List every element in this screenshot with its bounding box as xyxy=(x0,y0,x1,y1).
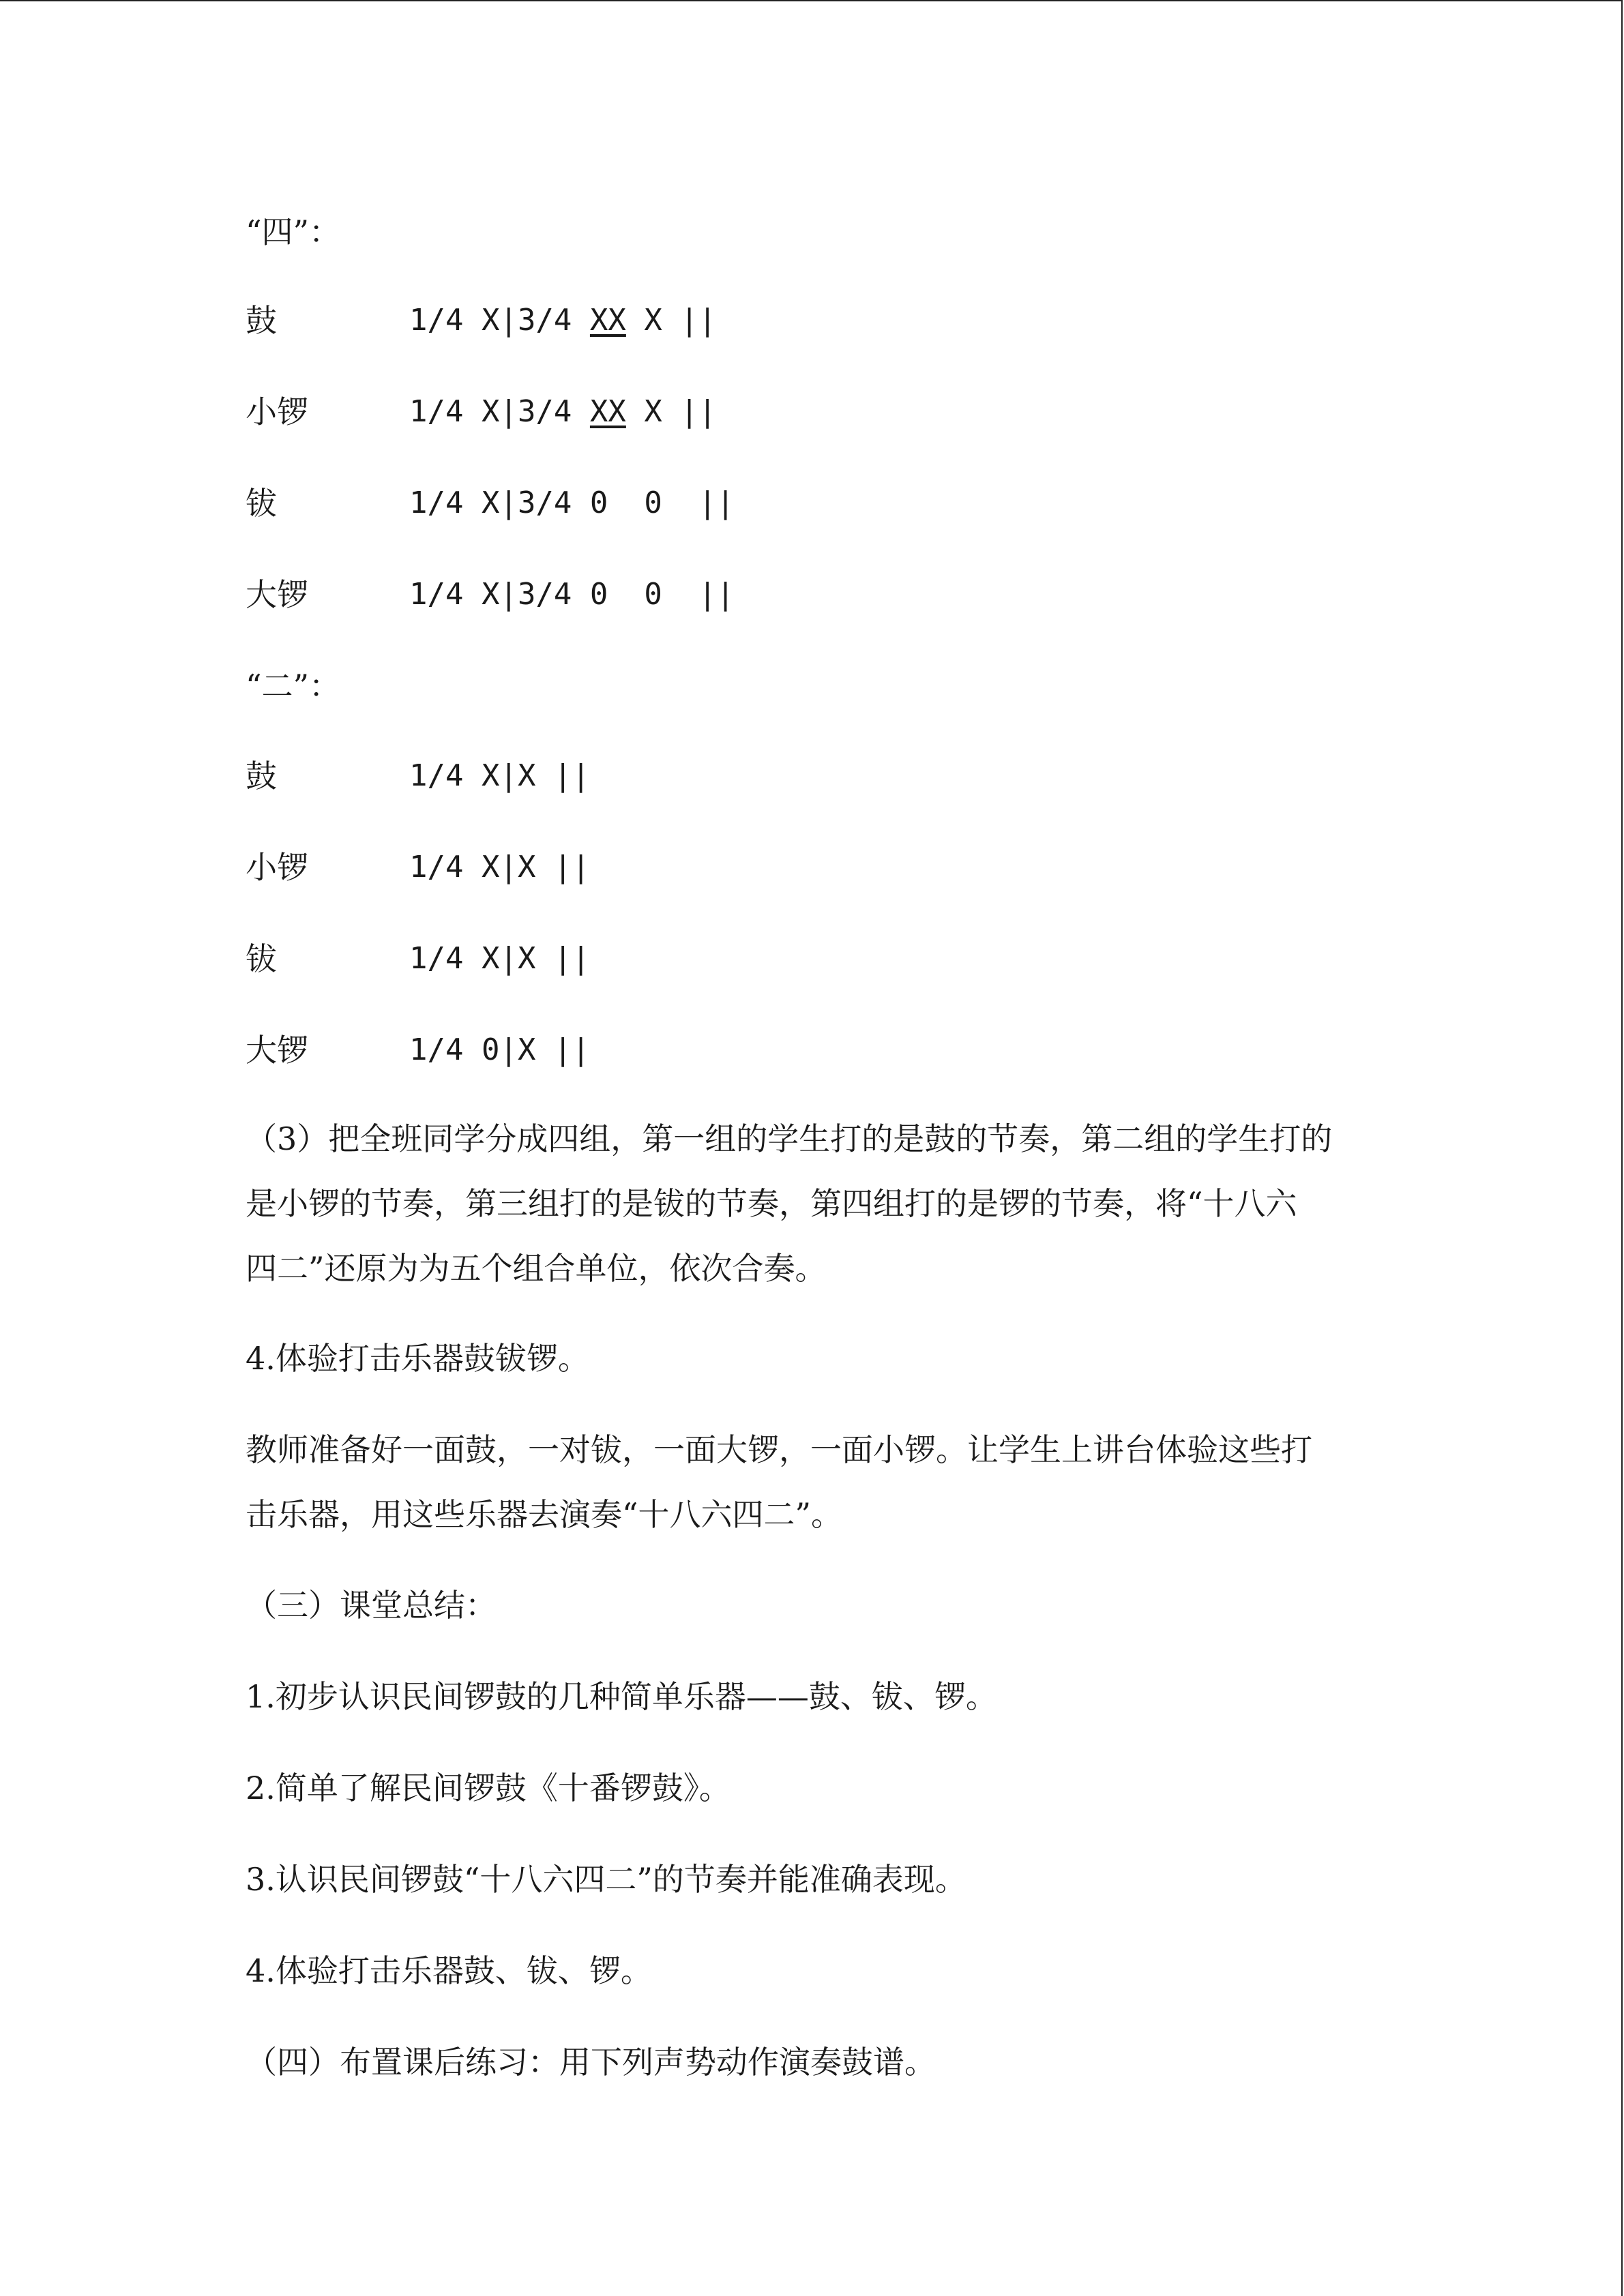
instrument-label: 大锣 xyxy=(246,576,308,613)
rhythm-notation: 1/4 X|X || xyxy=(409,758,590,793)
section-heading-homework: （四）布置课后练习：用下列声势动作演奏鼓谱。 xyxy=(246,2044,936,2081)
paragraph-line: 教师准备好一面鼓，一对钹，一面大锣，一面小锣。让学生上讲台体验这些打 xyxy=(246,1431,1312,1468)
paragraph-line: 四二”还原为为五个组合单位，依次合奏。 xyxy=(246,1250,827,1287)
instrument-label: 大锣 xyxy=(246,1032,308,1069)
instrument-label: 鼓 xyxy=(246,302,277,339)
rhythm-notation: 1/4 0|X || xyxy=(409,1032,590,1067)
paragraph-line: 是小锣的节奏，第三组打的是钹的节奏，第四组打的是锣的节奏，将“十八六 xyxy=(246,1185,1297,1222)
instrument-label: 鼓 xyxy=(246,758,277,794)
paragraph-line: 击乐器，用这些乐器去演奏“十八六四二”。 xyxy=(246,1496,843,1533)
instrument-label: 小锣 xyxy=(246,393,308,430)
instrument-label: 钹 xyxy=(246,485,277,522)
instrument-label: 小锣 xyxy=(246,849,308,886)
list-item: 4.体验打击乐器鼓、钹、锣。 xyxy=(246,1952,652,1989)
instrument-label: 钹 xyxy=(246,940,277,977)
list-item: 3.认识民间锣鼓“十八六四二”的节奏并能准确表现。 xyxy=(246,1861,966,1898)
rhythm-notation: 1/4 X|3/4 XX X || xyxy=(409,303,717,338)
list-item: 1.初步认识民间锣鼓的几种简单乐器——鼓、钹、锣。 xyxy=(246,1678,997,1715)
rhythm-notation: 1/4 X|X || xyxy=(409,941,590,976)
rhythm-notation: 1/4 X|3/4 XX X || xyxy=(409,394,717,429)
rhythm-notation: 1/4 X|X || xyxy=(409,850,590,884)
underlined-notes: XX xyxy=(589,303,626,338)
list-item: 4.体验打击乐器鼓钹锣。 xyxy=(246,1340,589,1377)
rhythm-notation: 1/4 X|3/4 0 0 || xyxy=(409,577,735,612)
section-heading-er: “二”： xyxy=(246,668,341,704)
rhythm-notation: 1/4 X|3/4 0 0 || xyxy=(409,486,735,520)
section-heading-summary: （三）课堂总结： xyxy=(246,1587,497,1624)
list-item: 2.简单了解民间锣鼓《十番锣鼓》。 xyxy=(246,1770,730,1806)
underlined-notes: XX xyxy=(589,394,626,429)
section-heading-si: “四”： xyxy=(246,213,341,250)
paragraph-line: （3）把全班同学分成四组，第一组的学生打的是鼓的节奏，第二组的学生打的 xyxy=(246,1120,1333,1157)
